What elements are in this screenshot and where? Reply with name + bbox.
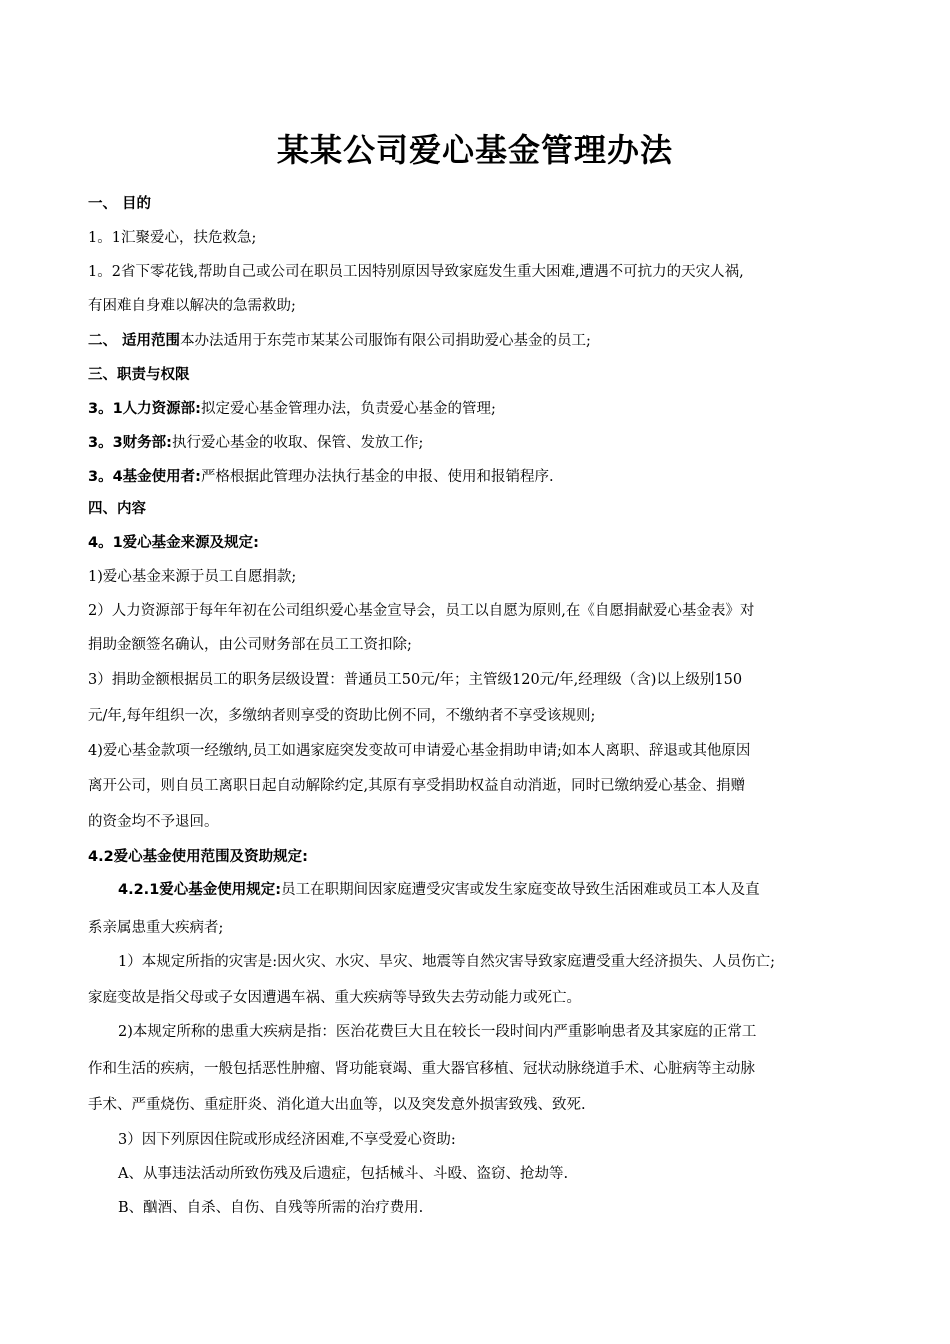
paragraph-line: 1。1汇聚爱心，扶危救急; (88, 230, 257, 246)
section-heading-purpose: 一、 目的 (88, 196, 152, 212)
paragraph-line: 系亲属患重大疾病者; (88, 920, 224, 936)
subsection-heading: 4。1爱心基金来源及规定: (88, 535, 259, 551)
paragraph-line: 1)爱心基金来源于员工自愿捐款; (88, 569, 297, 585)
section-heading-scope: 二、 适用范围本办法适用于东莞市某某公司服饰有限公司捐助爱心基金的员工; (88, 333, 591, 349)
document-title: 某某公司爱心基金管理办法 (276, 131, 673, 169)
paragraph-line: 有困难自身难以解决的急需救助; (88, 298, 296, 314)
subsection-heading: 4.2爱心基金使用范围及资助规定: (88, 849, 308, 865)
paragraph-line: A、从事违法活动所致伤残及后遗症，包括械斗、斗殴、盗窃、抢劫等. (118, 1166, 569, 1182)
paragraph-line: 1。2省下零花钱,帮助自己或公司在职员工因特别原因导致家庭发生重大困难,遭遇不可抗力的天灾人祸, (88, 264, 744, 280)
paragraph-line: 4.2.1爱心基金使用规定:员工在职期间因家庭遭受灾害或发生家庭变故导致生活困难或员工本人及直 (118, 882, 760, 898)
paragraph-line: 手术、严重烧伤、重症肝炎、消化道大出血等，以及突发意外损害致残、致死. (88, 1097, 586, 1113)
paragraph-line: 3。4基金使用者:严格根据此管理办法执行基金的申报、使用和报销程序. (88, 469, 554, 485)
paragraph-line: 的资金均不予退回。 (88, 814, 219, 830)
paragraph-line: 2）人力资源部于每年年初在公司组织爱心基金宣导会，员工以自愿为原则,在《自愿捐献爱心基金表》对 (88, 603, 755, 619)
paragraph-line: 家庭变故是指父母或子女因遭遇车祸、重大疾病等导致失去劳动能力或死亡。 (88, 990, 581, 1006)
paragraph-line: 3）捐助金额根据员工的职务层级设置：普通员工50元/年；主管级120元/年,经理级（含)以上级别150 (88, 672, 743, 688)
section-heading-responsibilities: 三、职责与权限 (88, 367, 190, 383)
paragraph-line: 作和生活的疾病，一般包括恶性肿瘤、肾功能衰竭、重大器官移植、冠状动脉绕道手术、心脏病等主动脉 (88, 1061, 755, 1077)
paragraph-line: 元/年,每年组织一次，多缴纳者则享受的资助比例不同，不缴纳者不享受该规则; (88, 708, 596, 724)
paragraph-line: B、酗酒、自杀、自伤、自残等所需的治疗费用. (118, 1200, 424, 1216)
section-heading-content: 四、内容 (88, 501, 146, 517)
paragraph-line: 捐助金额签名确认，由公司财务部在员工工资扣除; (88, 637, 412, 653)
paragraph-line: 4)爱心基金款项一经缴纳,员工如遇家庭突发变故可申请爱心基金捐助申请;如本人离职、辞退或其他原因 (88, 743, 751, 759)
paragraph-line: 1）本规定所指的灾害是:因火灾、水灾、旱灾、地震等自然灾害导致家庭遭受重大经济损失、人员伤亡; (118, 954, 775, 970)
paragraph-line: 3）因下列原因住院或形成经济困难,不享受爱心资助: (118, 1132, 456, 1148)
paragraph-line: 3。3财务部:执行爱心基金的收取、保管、发放工作; (88, 435, 424, 451)
paragraph-line: 2)本规定所称的患重大疾病是指：医治花费巨大且在较长一段时间内严重影响患者及其家庭的正常工 (118, 1024, 757, 1040)
paragraph-line: 离开公司，则自员工离职日起自动解除约定,其原有享受捐助权益自动消逝，同时已缴纳爱心基金、捐赠 (88, 778, 746, 794)
paragraph-line: 3。1人力资源部:拟定爱心基金管理办法，负责爱心基金的管理; (88, 401, 496, 417)
